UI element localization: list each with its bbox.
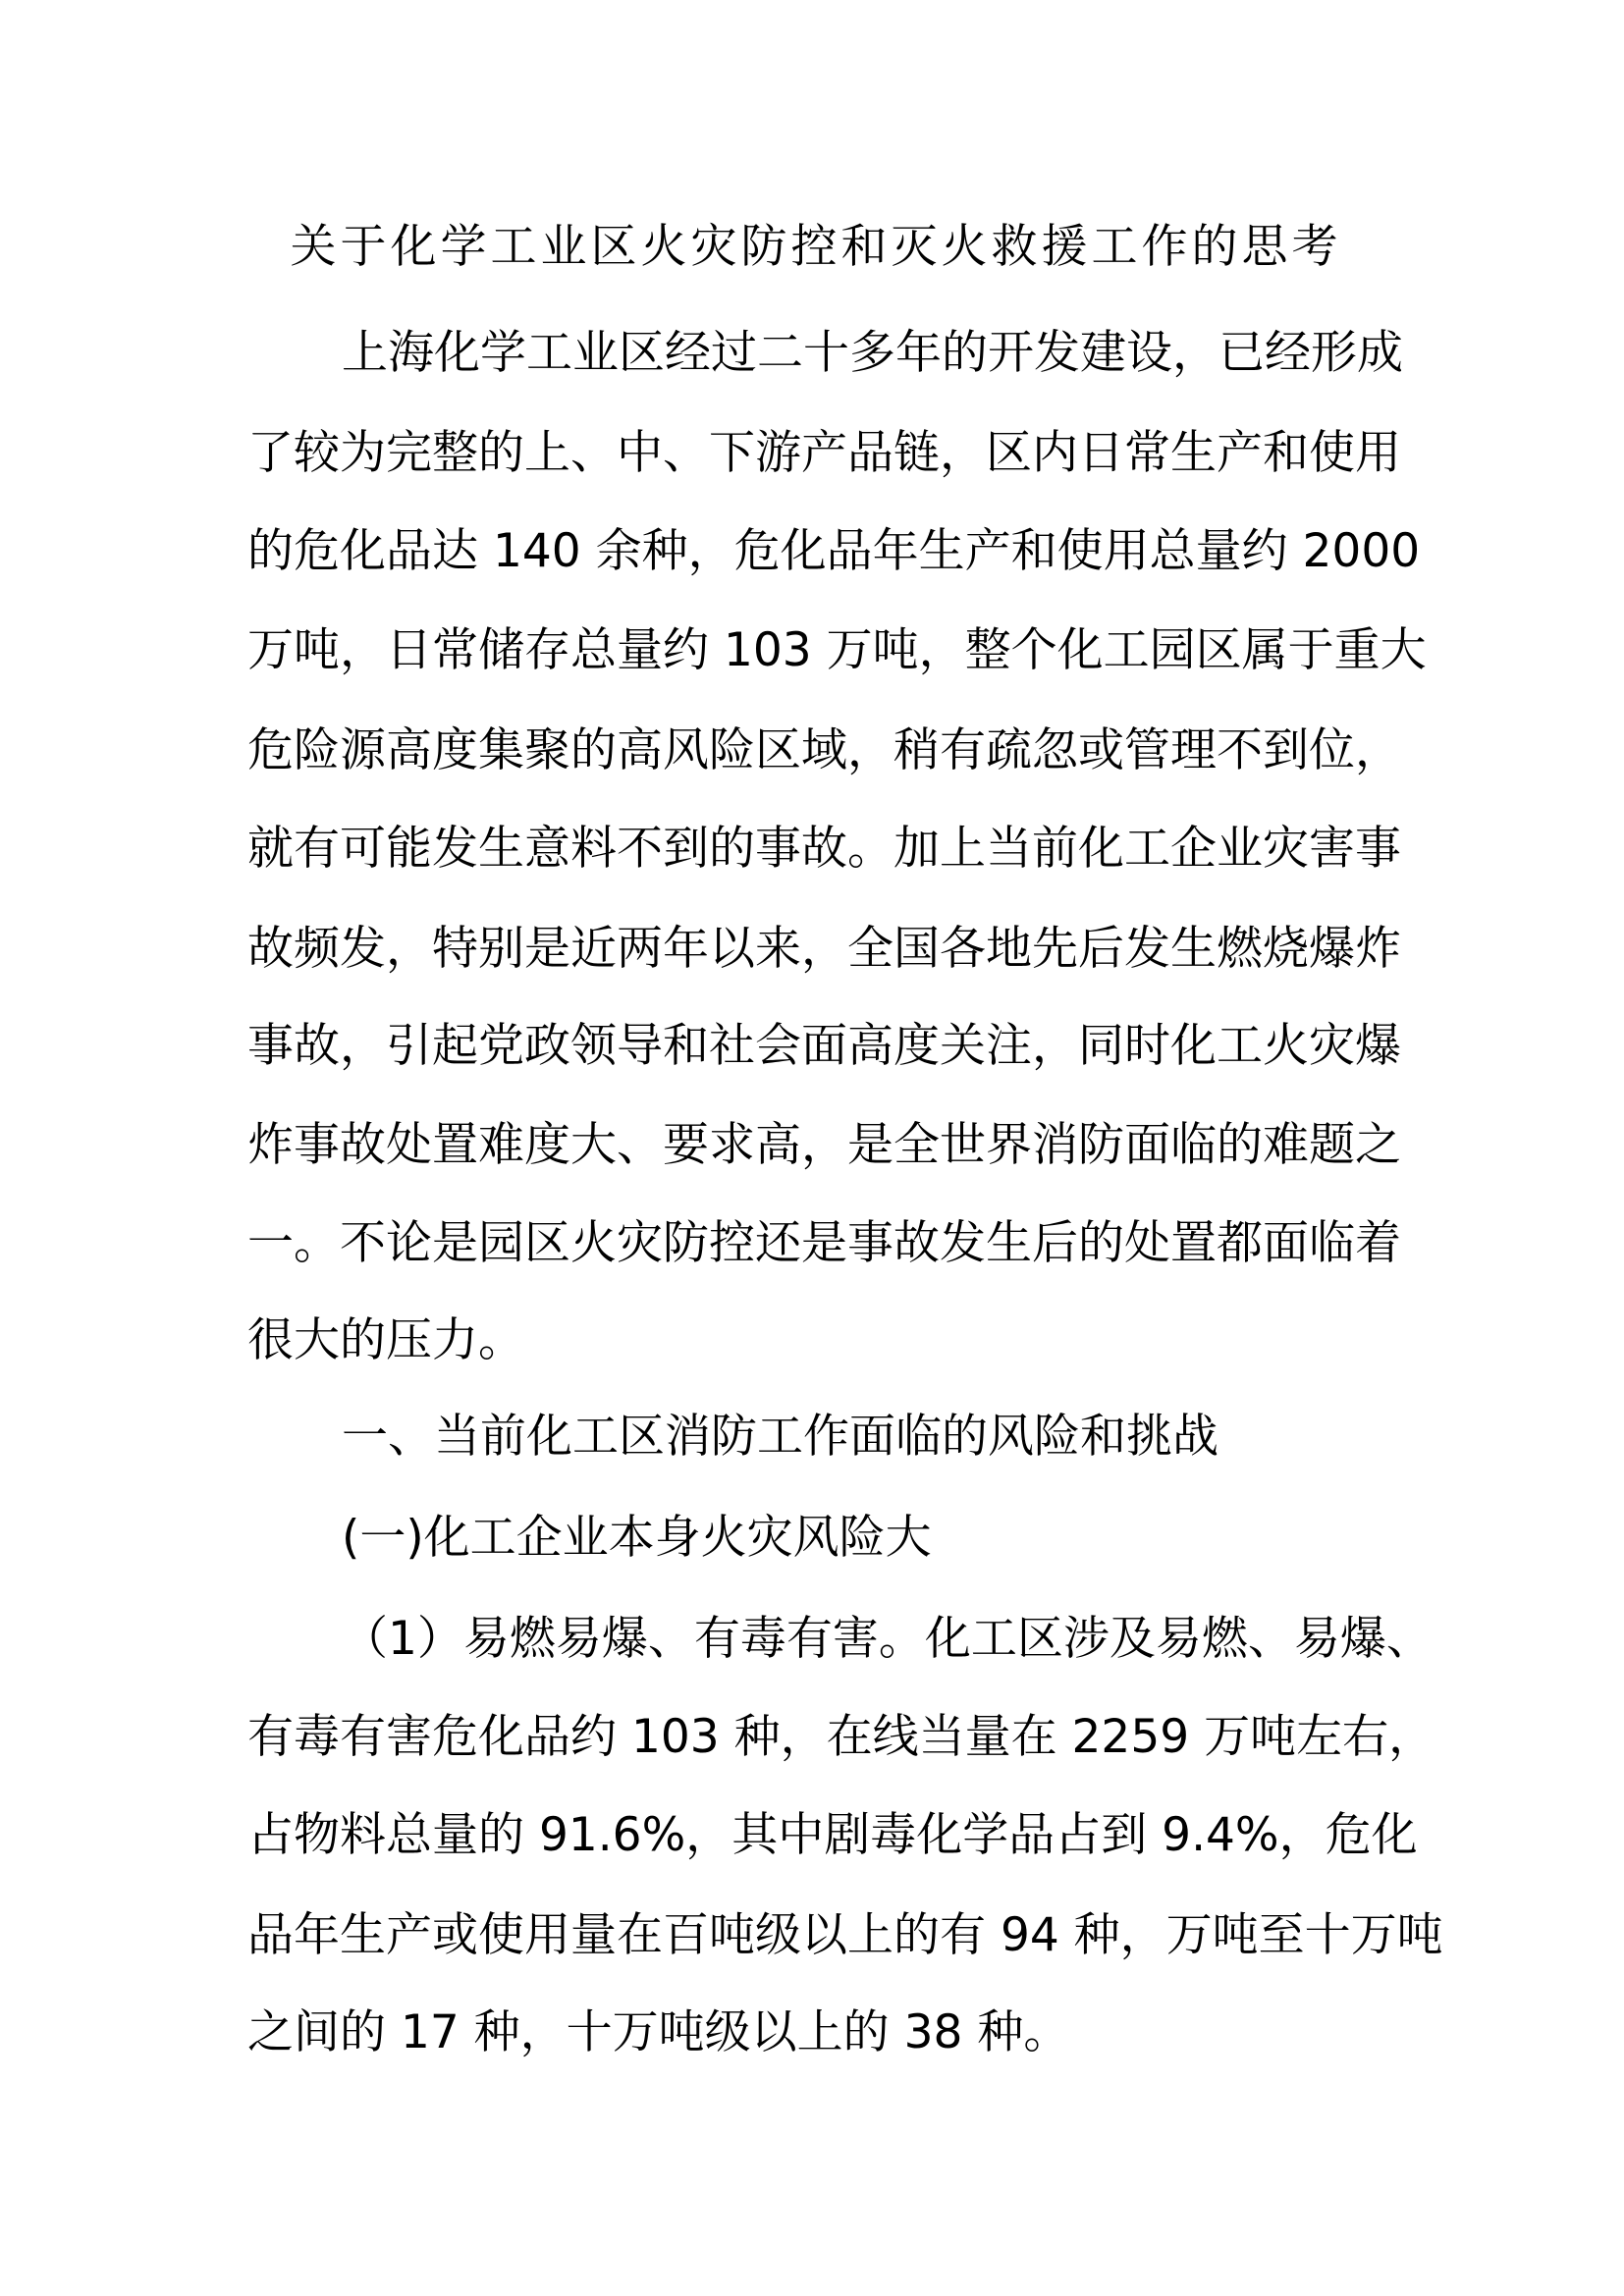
text-line: 炸事故处置难度大、要求高，是全世界消防面临的难题之 <box>247 1118 1401 1172</box>
text-line: 的危化品达 140 余种，危化品年生产和使用总量约 2000 <box>247 524 1421 578</box>
text-line: 之间的 17 种，十万吨级以上的 38 种。 <box>247 2005 1070 2059</box>
text-line: 一、当前化工区消防工作面临的风险和挑战 <box>342 1410 1218 1464</box>
text-line: 了较为完整的上、中、下游产品链，区内日常生产和使用 <box>247 426 1401 480</box>
text-line: 很大的压力。 <box>247 1313 524 1367</box>
text-line: （1）易燃易爆、有毒有害。化工区涉及易燃、易爆、 <box>342 1612 1433 1666</box>
text-line: 就有可能发生意料不到的事故。加上当前化工企业灾害事 <box>247 822 1401 876</box>
text-line: 上海化学工业区经过二十多年的开发建设，已经形成 <box>342 326 1403 380</box>
text-line: 故频发，特别是近两年以来，全国各地先后发生燃烧爆炸 <box>247 922 1401 976</box>
text-line: (一)化工企业本身火灾风险大 <box>342 1511 932 1565</box>
text-line: 危险源高度集聚的高风险区域，稍有疏忽或管理不到位， <box>247 723 1401 777</box>
document-title: 关于化学工业区火灾防控和灭火救援工作的思考 <box>290 220 1342 274</box>
text-line: 万吨，日常储存总量约 103 万吨，整个化工园区属于重大 <box>247 623 1427 677</box>
text-line: 品年生产或使用量在百吨级以上的有 94 种，万吨至十万吨 <box>247 1908 1443 1962</box>
text-line: 有毒有害危化品约 103 种，在线当量在 2259 万吨左右， <box>247 1710 1435 1764</box>
text-line: 一。不论是园区火灾防控还是事故发生后的处置都面临着 <box>247 1216 1401 1270</box>
text-line: 占物料总量的 91.6%，其中剧毒化学品占到 9.4%，危化 <box>247 1808 1418 1862</box>
text-line: 事故，引起党政领导和社会面高度关注，同时化工火灾爆 <box>247 1019 1401 1073</box>
